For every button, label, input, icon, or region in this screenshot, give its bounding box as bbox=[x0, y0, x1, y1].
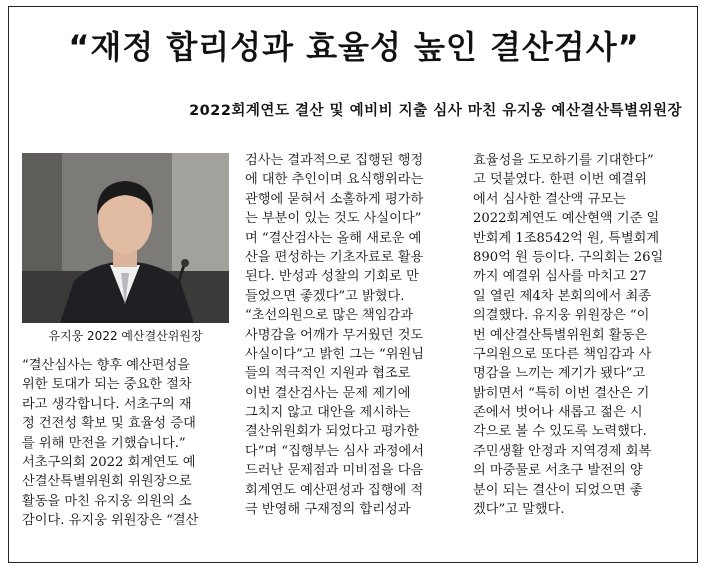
article-line: 2022회계연도 예산현액 기준 일 bbox=[473, 211, 660, 227]
article-line: 구의원으로 또다른 책임감과 사 bbox=[473, 346, 652, 362]
article-line: 는 부분이 있는 것도 사실이다” bbox=[245, 211, 422, 227]
article-line: 들의 적극적인 지원과 협조로 bbox=[245, 366, 411, 382]
article-line: 효율성을 도모하기를 기대한다” bbox=[473, 153, 654, 168]
article-line: “초선의원으로 많은 책임감과 bbox=[245, 308, 413, 324]
headline: “재정 합리성과 효율성 높인 결산검사” bbox=[68, 28, 640, 66]
article-line: 활동을 마친 유지웅 의원의 소 bbox=[22, 493, 192, 509]
article-column-1 bbox=[22, 356, 230, 531]
article-line: 산결산특별위원회 위원장으로 bbox=[22, 474, 192, 490]
article-line: 다”며 “집행부는 심사 과정에서 bbox=[245, 443, 424, 459]
article-line: 관행에 묻혀서 소홀하게 평가하 bbox=[245, 191, 424, 207]
photo-caption: 유지웅 2022 예산결산위원장 bbox=[48, 329, 203, 343]
article-line: 에 대한 추인이며 요식행위라는 bbox=[245, 172, 424, 188]
article-line: 산을 편성하는 기초자료로 활용 bbox=[245, 249, 424, 265]
article-line: 의 마중물로 서초구 발전의 양 bbox=[473, 463, 643, 479]
article-line: 사명감을 어깨가 무거웠던 것도 bbox=[245, 327, 424, 343]
subheadline: 2022회계연도 결산 및 예비비 지출 심사 마친 유지웅 예산결산특별위원장 bbox=[189, 103, 682, 119]
article-line: 들었으면 좋겠다”고 밝혔다. bbox=[245, 288, 405, 304]
article-column-3 bbox=[473, 151, 685, 519]
article-line: 존에서 벗어나 새롭고 젊은 시 bbox=[473, 405, 643, 421]
article-line: 위한 토대가 되는 중요한 절차 bbox=[22, 377, 192, 393]
article-line: 의결했다. 유지웅 위원장은 “이 bbox=[473, 308, 650, 324]
article-line: “결산심사는 향후 예산편성을 bbox=[22, 358, 190, 373]
article-line: 890억 원 등이다. 구의회는 26일 bbox=[473, 249, 664, 265]
article-line: 를 위해 만전을 기했습니다.” bbox=[22, 435, 186, 451]
article-line: 반회계 1조8542억 원, 특별회계 bbox=[473, 230, 660, 246]
article-line: 까지 예결위 심사를 마치고 27 bbox=[473, 269, 647, 285]
article-line: 그치지 않고 대안을 제시하는 bbox=[245, 405, 411, 421]
article-line: 명감을 느끼는 계기가 됐다”고 bbox=[473, 366, 646, 382]
article-line: 이번 결산검사는 문제 제기에 bbox=[245, 385, 411, 401]
article-line: 된다. 반성과 성찰의 기회로 만 bbox=[245, 269, 419, 285]
article-line: 번 예산결산특별위원회 활동은 bbox=[473, 327, 647, 343]
article-line: 정 건전성 확보 및 효율성 증대 bbox=[22, 416, 196, 432]
article-line: 감이다. 유지웅 위원장은 “결산 bbox=[22, 513, 199, 529]
article-line: 주민생활 안정과 지역경제 회복 bbox=[473, 443, 652, 459]
article-line: 회계연도 예산편성과 집행에 적 bbox=[245, 482, 424, 498]
article-line: 극 반영해 구재정의 합리성과 bbox=[245, 502, 411, 518]
article-line: 드러난 문제점과 미비점을 다음 bbox=[245, 463, 424, 479]
article-line: 겠다”고 말했다. bbox=[473, 502, 565, 518]
article-line: 사실이다”고 밝힌 그는 “위원님 bbox=[245, 346, 424, 362]
article-line: 결산위원회가 되었다고 평가한 bbox=[245, 424, 419, 440]
article-line: 검사는 결과적으로 집행된 행정 bbox=[245, 153, 424, 168]
article-line: 라고 생각합니다. 서초구의 재 bbox=[22, 396, 192, 412]
article-line: 밝히면서 “특히 이번 결산은 기 bbox=[473, 385, 650, 401]
article-line: 각으로 볼 수 있도록 노력했다. bbox=[473, 424, 647, 440]
article-line: 며 “결산검사는 올해 새로운 예 bbox=[245, 230, 422, 246]
article-column-2 bbox=[245, 151, 458, 519]
portrait-illustration bbox=[22, 153, 229, 323]
portrait-photo bbox=[22, 153, 229, 323]
article-line: 서초구의회 2022 회계연도 예 bbox=[22, 454, 196, 470]
article-line: 에서 심사한 결산액 규모는 bbox=[473, 191, 626, 207]
article-line: 일 열린 제4차 본회의에서 최종 bbox=[473, 288, 652, 304]
article-line: 분이 되는 결산이 되었으면 좋 bbox=[473, 482, 643, 498]
article-line: 고 덧붙였다. 한편 이번 예결위 bbox=[473, 172, 647, 188]
